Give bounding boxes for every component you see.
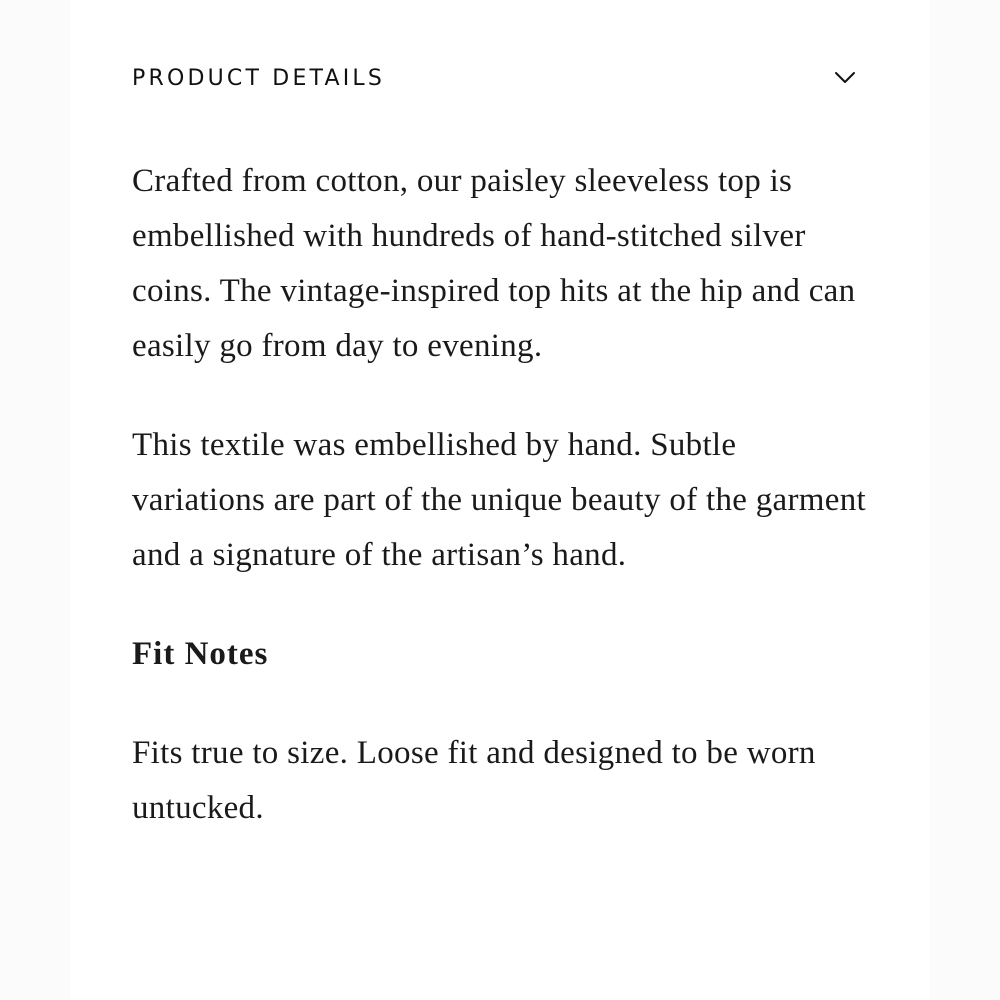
- product-details-accordion-header[interactable]: [132, 58, 856, 98]
- product-description: Crafted from cotton, our paisley sleeveless top is embellished with hundreds of hand-stitched silver coins. The vintage-inspired top hits at the hip and can easily go from day to evening.: [132, 163, 856, 364]
- fit-notes-heading: Fit Notes: [132, 636, 269, 672]
- accordion-content: [132, 154, 872, 836]
- accordion-title: PRODUCT DETAILS: [132, 65, 386, 91]
- chevron-down-icon[interactable]: [834, 67, 856, 89]
- care-note: This textile was embellished by hand. Subtle variations are part of the unique beauty of the garment and a signature of the artisan’s hand.: [132, 427, 866, 573]
- fit-notes-text: Fits true to size. Loose fit and designed to be worn untucked.: [132, 735, 816, 826]
